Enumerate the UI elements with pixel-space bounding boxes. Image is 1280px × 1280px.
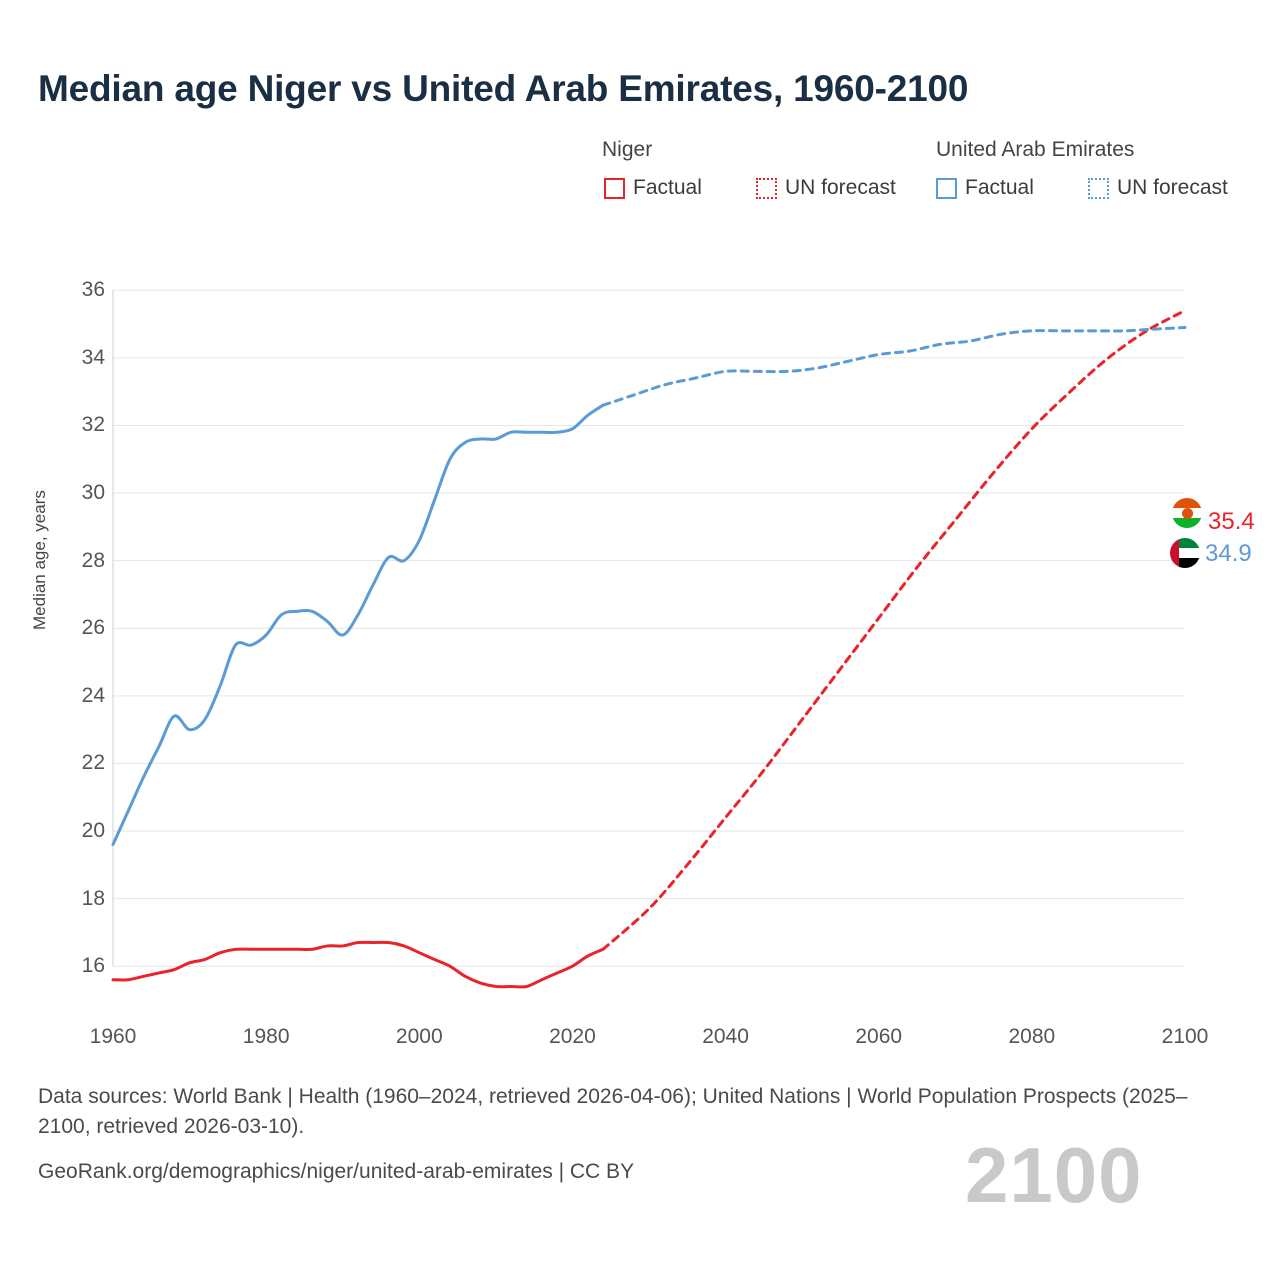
legend-label-niger-forecast: UN forecast — [785, 176, 896, 199]
legend-group-uae: United Arab Emirates — [936, 138, 1135, 161]
flag-uae-icon — [1170, 538, 1200, 568]
chart-svg — [0, 240, 1280, 1030]
watermark-year: 2100 — [965, 1131, 1143, 1219]
x-tick-label: 1960 — [89, 1025, 137, 1048]
page-title: Median age Niger vs United Arab Emirates, 1960-2100 — [38, 68, 969, 109]
legend-swatch-blue-solid — [936, 178, 957, 199]
legend-swatch-blue-dotted — [1088, 178, 1109, 199]
y-tick-label: 28 — [81, 548, 105, 572]
footer — [38, 1082, 1188, 1187]
x-tick-label: 2040 — [702, 1025, 749, 1048]
legend-swatch-red-dotted — [756, 178, 777, 199]
y-tick-label: 18 — [81, 886, 105, 910]
end-label-uae: 34.9 — [1205, 540, 1252, 567]
legend-item-niger-forecast[interactable] — [756, 176, 896, 200]
y-tick-label: 30 — [81, 481, 105, 505]
y-tick-label: 32 — [81, 413, 105, 437]
chart-legend — [560, 138, 1260, 210]
y-tick-label: 22 — [81, 751, 105, 775]
legend-item-uae-factual[interactable] — [936, 176, 1034, 200]
y-tick-label: 20 — [81, 819, 105, 843]
y-axis-title: Median age, years — [30, 490, 49, 630]
legend-label-uae-forecast: UN forecast — [1117, 176, 1228, 199]
flag-niger-icon — [1172, 498, 1202, 528]
end-label-niger: 35.4 — [1208, 508, 1255, 535]
legend-item-uae-forecast[interactable] — [1088, 176, 1228, 200]
legend-label-uae-factual: Factual — [965, 176, 1034, 199]
footer-attribution: GeoRank.org/demographics/niger/united-arab-emirates | CC BY — [38, 1159, 635, 1183]
legend-group-titles — [560, 138, 1260, 168]
x-tick-label: 2000 — [395, 1025, 443, 1048]
series-line — [603, 311, 1185, 950]
x-tick-label: 2020 — [549, 1025, 596, 1048]
x-tick-label: 2080 — [1008, 1025, 1056, 1048]
x-tick-label: 1980 — [242, 1025, 290, 1048]
y-tick-label: 16 — [81, 954, 105, 978]
series-line — [113, 942, 603, 987]
series-line — [113, 405, 603, 844]
y-tick-label: 34 — [81, 345, 105, 369]
legend-swatch-red-solid — [604, 178, 625, 199]
legend-items — [560, 176, 1260, 210]
x-tick-label: 2100 — [1161, 1025, 1209, 1048]
legend-group-niger: Niger — [602, 138, 653, 161]
y-tick-label: 36 — [81, 278, 105, 302]
footer-sources: Data sources: World Bank | Health (1960–2024, retrieved 2026-04-06); United Nations | World Population Prospects (2025–2100, retrieved 2026-03-10). — [38, 1085, 1188, 1139]
x-tick-label: 2060 — [855, 1025, 903, 1048]
y-tick-label: 26 — [81, 616, 105, 640]
legend-item-niger-factual[interactable] — [604, 176, 702, 200]
y-tick-label: 24 — [81, 683, 105, 707]
legend-label-niger-factual: Factual — [633, 176, 702, 199]
